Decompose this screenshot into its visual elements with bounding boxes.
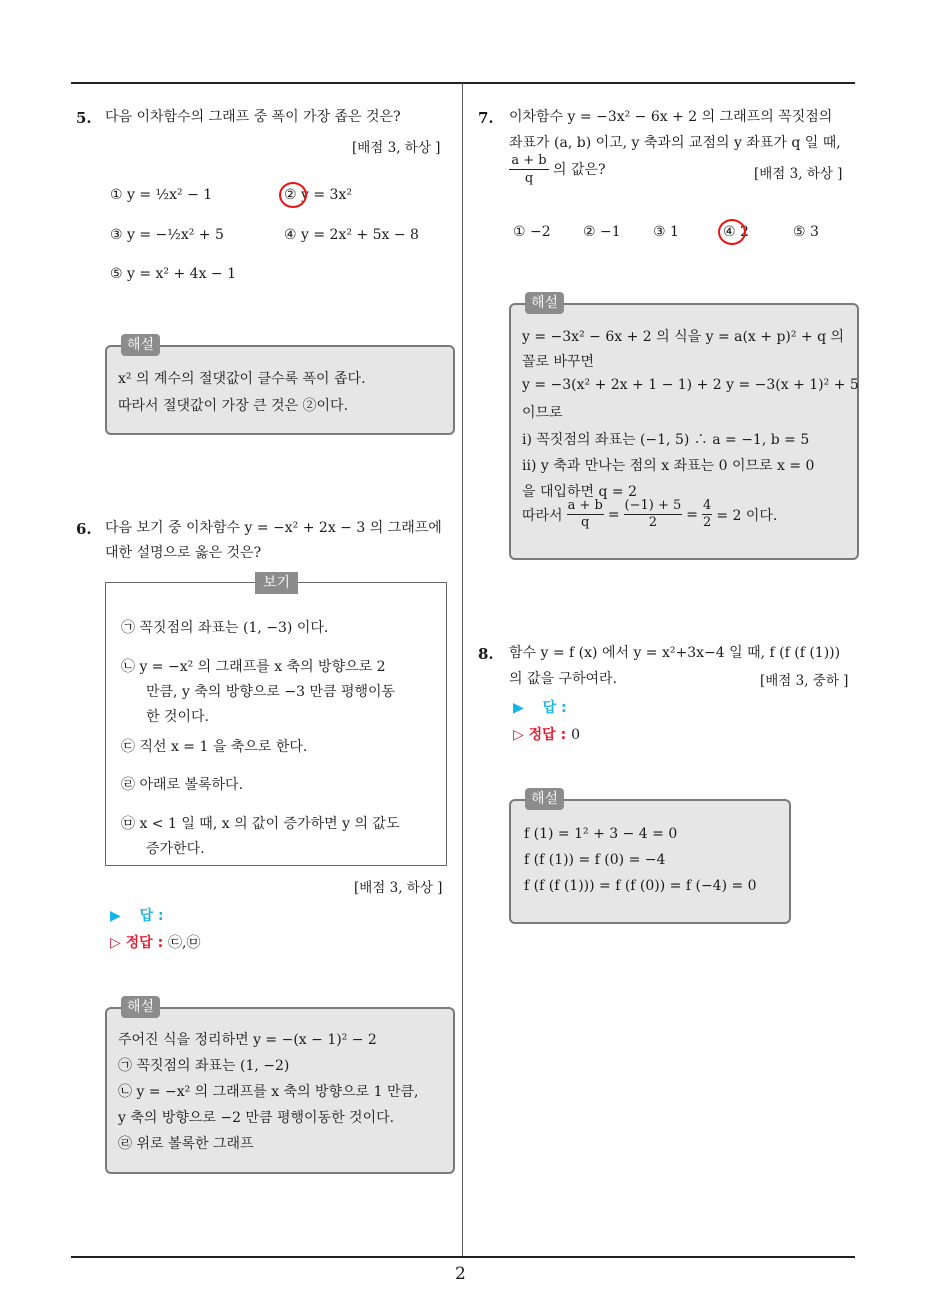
q7-question-line-3: 의 값은? (553, 162, 606, 178)
q7-number: 7. (478, 109, 494, 127)
q6-number: 6. (76, 520, 92, 538)
q5-option-4[interactable]: ④ y = 2x² + 5x − 8 (284, 227, 419, 243)
q7-option-2[interactable]: ② −1 (583, 224, 621, 240)
q5-explanation-tag: 해설 (121, 334, 160, 356)
play-icon: ▶ (110, 908, 121, 924)
q8-explanation-line-2: f (f (1)) = f (0) = −4 (524, 852, 666, 868)
q8-correct-value: 0 (571, 727, 580, 743)
q6-explanation-line-2: ㉠ 꼭짓점의 좌표는 (1, −2) (118, 1058, 290, 1074)
q5-option-2[interactable]: ② y = 3x² (284, 187, 352, 203)
triangle-outline-icon: ▷ (513, 727, 524, 743)
q7-final-frac-3 (702, 498, 712, 531)
q7-question-line-2: 좌표가 (a, b) 이고, y 축과의 교점의 y 좌표가 q 일 때, (509, 135, 841, 151)
q6-bogi-item-1: ㉠ 꼭짓점의 좌표는 (1, −3) 이다. (121, 620, 329, 636)
q6-answer-row (110, 905, 164, 925)
q7-explanation-line-1: y = −3x² − 6x + 2 의 식을 y = a(x + p)² + q 의 (522, 329, 845, 345)
q6-explanation-tag: 해설 (121, 996, 160, 1018)
q6-bogi-item-2a: ㉡ y = −x² 의 그래프를 x 축의 방향으로 2 (121, 659, 386, 675)
q6-explanation-line-1: 주어진 식을 정리하면 y = −(x − 1)² − 2 (118, 1032, 377, 1048)
q8-explanation-tag: 해설 (525, 788, 564, 810)
q7-explanation-line-7: 을 대입하면 q = 2 (522, 484, 638, 500)
q7-final-frac-1-num: a + b (567, 498, 603, 513)
q7-final-frac-2 (624, 498, 683, 531)
q8-answer-label: 답 : (542, 700, 567, 716)
q7-option-1[interactable]: ① −2 (513, 224, 551, 240)
q6-bogi-item-5a: ㉤ x < 1 일 때, x 의 값이 증가하면 y 의 값도 (121, 816, 400, 832)
q5-option-1[interactable]: ① y = ½x² − 1 (110, 187, 213, 203)
q6-answer-label: 답 : (139, 908, 164, 924)
page-number: 2 (455, 1264, 466, 1284)
q7-option-5[interactable]: ⑤ 3 (793, 224, 819, 240)
bottom-rule (71, 1256, 855, 1258)
q8-score: [배점 3, 중하 ] (760, 673, 849, 689)
q7-explanation-line-6: ii) y 축과 만나는 점의 x 좌표는 0 이므로 x = 0 (522, 458, 815, 474)
q8-explanation-line-3: f (f (f (1))) = f (f (0)) = f (−4) = 0 (524, 878, 757, 894)
q7-final-eq-1: = (607, 506, 620, 523)
q6-correct-label: 정답 : (125, 935, 164, 951)
q6-bogi-item-5b: 증가한다. (146, 841, 205, 857)
q5-score: [배점 3, 하상 ] (352, 140, 441, 156)
q8-question-line-1: 함수 y = f (x) 에서 y = x²+3x−4 일 때, f (f (f (1))) (509, 645, 841, 661)
play-icon: ▶ (513, 700, 524, 716)
triangle-outline-icon: ▷ (110, 935, 121, 951)
q7-explanation-tag: 해설 (525, 292, 564, 314)
q5-explanation-line-2: 따라서 절댓값이 가장 큰 것은 ②이다. (118, 398, 349, 414)
q7-explanation-line-5: i) 꼭짓점의 좌표는 (−1, 5) ∴ a = −1, b = 5 (522, 432, 810, 448)
q6-correct-value: ㉢,㉤ (168, 935, 201, 951)
q6-bogi-item-4: ㉣ 아래로 볼록하다. (121, 777, 244, 793)
q5-answer-circle (279, 182, 307, 208)
q7-question-line-1: 이차함수 y = −3x² − 6x + 2 의 그래프의 꼭짓점의 (509, 109, 833, 125)
q7-final-suffix: = 2 이다. (716, 507, 778, 524)
q7-answer-circle (718, 219, 746, 245)
q6-question-line-2: 대한 설명으로 옳은 것은? (105, 545, 262, 561)
q7-final-frac-2-den: 2 (648, 515, 658, 530)
q7-score: [배점 3, 하상 ] (754, 166, 843, 182)
q6-bogi-item-2b: 만큼, y 축의 방향으로 −3 만큼 평행이동 (146, 684, 396, 700)
q8-correct-label: 정답 : (528, 727, 567, 743)
q7-final-frac-3-num: 4 (703, 498, 712, 513)
q7-fraction-denominator: q (524, 171, 534, 186)
q5-option-5[interactable]: ⑤ y = x² + 4x − 1 (110, 266, 237, 282)
q6-bogi-tag: 보기 (255, 572, 298, 594)
q5-question: 다음 이차함수의 그래프 중 폭이 가장 좁은 것은? (105, 109, 401, 125)
q7-explanation-line-4: 이므로 (522, 405, 563, 421)
q6-explanation-line-5: ㉣ 위로 볼록한 그래프 (118, 1136, 254, 1152)
column-divider (462, 83, 463, 1257)
q5-option-3[interactable]: ③ y = −½x² + 5 (110, 227, 224, 243)
q8-answer-row (513, 697, 567, 717)
q6-bogi-item-3: ㉢ 직선 x = 1 을 축으로 한다. (121, 739, 308, 755)
q6-score: [배점 3, 하상 ] (354, 880, 443, 896)
q7-option-4[interactable]: ④ 2 (723, 224, 749, 240)
q8-explanation-line-1: f (1) = 1² + 3 − 4 = 0 (524, 826, 678, 842)
q7-final-frac-2-num: (−1) + 5 (624, 498, 682, 513)
q7-final-frac-3-den: 2 (703, 515, 712, 530)
q7-explanation-line-2: 꼴로 바꾸면 (522, 354, 595, 370)
q7-final-eq-2: = (686, 506, 699, 523)
q7-final-frac-1-den: q (581, 515, 590, 530)
q7-fraction-numerator: a + b (509, 152, 549, 170)
q8-question-line-2: 의 값을 구하여라. (509, 671, 618, 687)
q7-option-3[interactable]: ③ 1 (653, 224, 679, 240)
q6-correct-row (110, 932, 201, 952)
q5-explanation-line-1: x² 의 계수의 절댓값이 클수록 폭이 좁다. (118, 371, 366, 387)
q8-correct-row (513, 724, 580, 744)
top-rule (71, 82, 855, 84)
q6-bogi-item-2c: 한 것이다. (146, 709, 209, 725)
q8-number: 8. (478, 645, 494, 663)
q7-explanation-line-3: y = −3(x² + 2x + 1 − 1) + 2 y = −3(x + 1)² + 5 (522, 377, 859, 393)
q5-explanation-box (105, 345, 455, 435)
q6-explanation-line-4: y 축의 방향으로 −2 만큼 평행이동한 것이다. (118, 1110, 395, 1126)
q7-final-prefix: 따라서 (522, 507, 563, 524)
q7-final-frac-1 (567, 498, 604, 531)
q5-number: 5. (76, 109, 92, 127)
q7-question-fraction (509, 152, 549, 187)
q6-explanation-line-3: ㉡ y = −x² 의 그래프를 x 축의 방향으로 1 만큼, (118, 1084, 419, 1100)
q7-explanation-final (522, 498, 777, 531)
q6-question-line-1: 다음 보기 중 이차함수 y = −x² + 2x − 3 의 그래프에 (105, 520, 442, 536)
